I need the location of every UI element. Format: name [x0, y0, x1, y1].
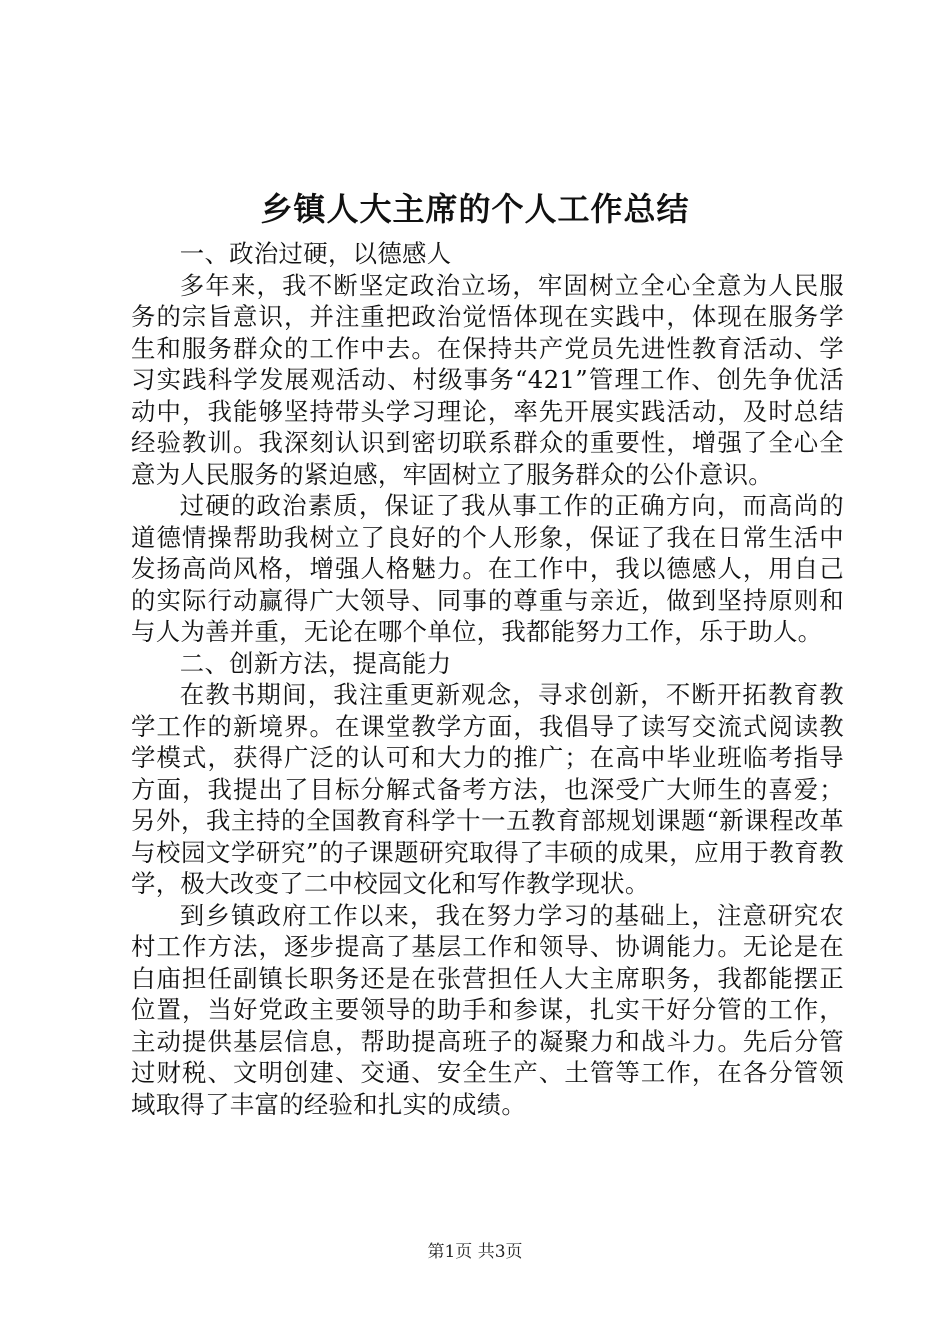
section-heading-2: 二、创新方法，提高能力 [179, 648, 452, 678]
paragraph: 到乡镇政府工作以来，我在努力学习的基础上，注意研究农村工作方法，逐步提高了基层工作和领导、协调能力。无论是在白庙担任副镇长职务还是在张营担任人大主席职务，我都能摆正位置，当好党政主要领导的助手和参谋，扎实干好分管的工作，主动提供基层信息，帮助提高班子的凝聚力和战斗力。先后分管过财税、文明创建、交通、安全生产、土管等工作，在各分管领域取得了丰富的经验和扎实的成绩。 [131, 900, 844, 1119]
paragraph: 在教书期间，我注重更新观念，寻求创新，不断开拓教育教学工作的新境界。在课堂教学方面，我倡导了读写交流式阅读教学模式，获得广泛的认可和大力的推广；在高中毕业班临考指导方面，我提出了目标分解式备考方法，也深受广大师生的喜爱；另外，我主持的全国教育科学十一五教育部规划课题“新课程改革与校园文学研究”的子课题研究取得了丰硕的成果，应用于教育教学，极大改变了二中校园文化和写作教学现状。 [131, 680, 844, 898]
document-body [131, 238, 844, 1120]
section-heading-1: 一、政治过硬，以德感人 [179, 239, 452, 268]
document-title: 乡镇人大主席的个人工作总结 [260, 190, 690, 228]
paragraph: 多年来，我不断坚定政治立场，牢固树立全心全意为人民服务的宗旨意识，并注重把政治觉悟体现在实践中，体现在服务学生和服务群众的工作中去。在保持共产党员先进性教育活动、学习实践科学发展观活动、村级事务“421”管理工作、创先争优活动中，我能够坚持带头学习理论，率先开展实践活动，及时总结经验教训。我深刻认识到密切联系群众的重要性，增强了全心全意为人民服务的紧迫感，牢固树立了服务群众的公仆意识。 [131, 270, 844, 489]
paragraph: 过硬的政治素质，保证了我从事工作的正确方向，而高尚的道德情操帮助我树立了良好的个人形象，保证了我在日常生活中发扬高尚风格，增强人格魅力。在工作中，我以德感人，用自己的实际行动赢得广大领导、同事的尊重与亲近，做到坚持原则和与人为善并重，无论在哪个单位，我都能努力工作，乐于助人。 [131, 491, 844, 646]
page-number: 第1页 共3页 [427, 1242, 523, 1262]
